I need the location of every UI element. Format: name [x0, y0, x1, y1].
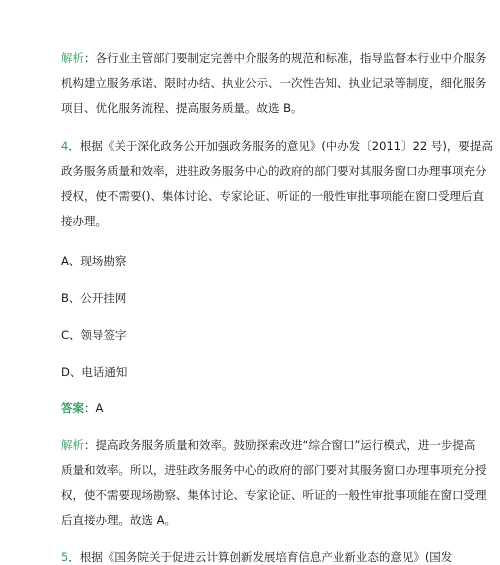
q4-question-line-4: 接办理。 [61, 214, 107, 228]
answer-label: 答案 [61, 401, 84, 415]
option-c: C、领导签字 [61, 328, 127, 342]
option-d: D、电话通知 [61, 365, 128, 379]
q4-explanation-line-3: 权，使不需要现场勘察、集体讨论、专家论证、听证的一般性审批事项能在窗口受理 [61, 488, 487, 502]
explanation-label: 解析 [61, 438, 84, 452]
q4-question-line-3: 授权，使不需要()、集体讨论、专家论证、听证的一般性审批事项能在窗口受理后直 [61, 189, 484, 203]
question-number: 5 [61, 550, 69, 564]
q4-question-line-1: 4．根据《关于深化政务公开加强政务服务的意见》(中办发〔2011〕22 号)，要提高 [61, 139, 493, 153]
explanation-label: 解析 [61, 51, 84, 65]
q3-explanation-line-2: 机构建立服务承诺、限时办结、执业公示、一次性告知、执业记录等制度，细化服务 [61, 76, 487, 90]
q4-explanation-line-2: 质量和效率。所以，进驻政务服务中心的政府的部门要对其服务窗口办理事项充分授 [61, 463, 487, 477]
option-a: A、现场勘察 [61, 254, 127, 268]
q4-answer [61, 400, 470, 416]
q4-question-line-2: 政务服务质量和效率，进驻政务服务中心的政府的部门要对其服务窗口办理事项充分 [61, 164, 487, 178]
q3-explanation-line-3: 项目、优化服务流程、提高服务质量。故选 B。 [61, 101, 303, 115]
q4-explanation-line-4: 后直接办理。故选 A。 [61, 513, 177, 527]
q3-explanation-line-1: 解析：各行业主管部门要制定完善中介服务的规范和标准，指导监督本行业中介服务 [61, 51, 487, 65]
question-number: 4 [61, 139, 69, 153]
answer-value: ：A [84, 401, 104, 415]
q4-explanation-line-1: 解析：提高政务服务质量和效率。鼓励探索改进“综合窗口”运行模式，进一步提高 [61, 438, 476, 452]
q5-question-line-1: 5．根据《国务院关于促进云计算创新发展培育信息产业新业态的意见》(国发 [61, 550, 453, 564]
option-b: B、公开挂网 [61, 291, 127, 305]
